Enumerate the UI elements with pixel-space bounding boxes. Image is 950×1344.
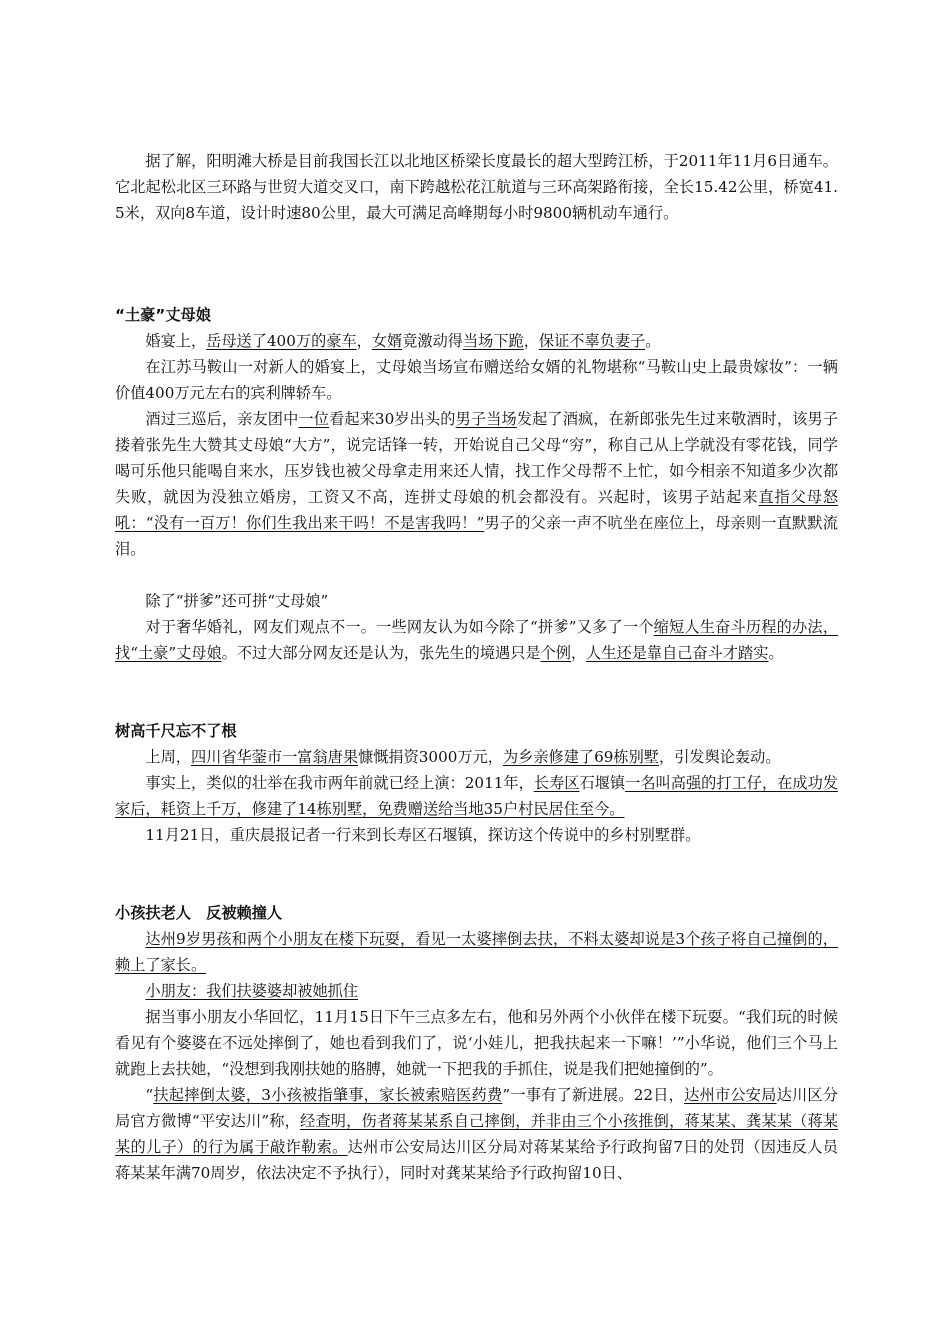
s1-lead: 婚宴上，岳母送了400万的豪车，女婿竟激动得当场下跪，保证不辜负妻子。 [145,332,661,350]
bridge-paragraph: 据了解，阳明滩大桥是目前我国长江以北地区桥梁长度最长的超大型跨江桥，于2011年11月6日通车。它北起松北区三环路与世贸大道交叉口，南下跨越松花江航道与三环高架路衔接，全长15.42公里，桥宽41.5米，双向8车道，设计时速80公里，最大可满足高峰期每小时9800辆机动车通行。 [115,152,838,222]
s2-paragraph-3: 11月21日，重庆晨报记者一行来到长寿区石堰镇，探访这个传说中的乡村别墅群。 [145,826,701,844]
s1-paragraph-5: 对于奢华婚礼，网友们观点不一。一些网友认为如今除了“拼爹”又多了一个缩短人生奋斗历程的办法，找“土豪”丈母娘。不过大部分网友还是认为，张先生的境遇只是个例，人生还是靠自己奋斗才踏实。 [115,618,839,662]
s3-subheading: 小朋友：我们扶婆婆却被她抓住 [145,982,359,1000]
s2-paragraph-1: 上周，四川省华蓥市一富翁唐果慷慨捐资3000万元，为乡亲修建了69栋别墅，引发舆论轰动。 [145,748,781,766]
section-title-child-helps-elder: 小孩扶老人 反被赖撞人 [115,904,283,922]
s1-subheading: 除了“拼爹”还可拼“丈母娘” [145,592,329,610]
s1-paragraph-2: 在江苏马鞍山一对新人的婚宴上，丈母娘当场宣布赠送给女婿的礼物堪称“马鞍山史上最贵嫁妆”：一辆价值400万元左右的宾利牌轿车。 [115,358,838,402]
s1-paragraph-3: 酒过三巡后，亲友团中一位看起来30岁出头的男子当场发起了酒疯，在新郎张先生过来敬酒时，该男子搂着张先生大赞其丈母娘“大方”，说完话锋一转，开始说自己父母“穷”，称自己从上学就没有零花钱，同学喝可乐他只能喝自来水，压岁钱也被父母拿走用来还人情，找工作父母帮不上忙，如今相亲不知道多少次都失败，就因为没独立婚房，工资又不高，连拼丈母娘的机会都没有。兴起时，该男子站起来直指父母怒吼：“没有一百万！你们生我出来干吗！不是害我吗！”男子的父亲一声不吭坐在座位上，母亲则一直默默流泪。 [115,410,839,558]
s3-lead: 达州9岁男孩和两个小朋友在楼下玩耍，看见一太婆摔倒去扶，不料太婆却说是3个孩子将自己撞倒的，赖上了家长。 [115,930,838,974]
s3-paragraph-3: 据当事小朋友小华回忆，11月15日下午三点多左右，他和另外两个小伙伴在楼下玩耍。“我们玩的时候看见有个婆婆在不远处摔倒了，她也看到我们了，说‘小娃儿，把我扶起来一下嘛！’”小华说，他们三个马上就跑上去扶她，“没想到我刚扶她的胳膊，她就一下把我的手抓住，说是我们把她撞倒的”。 [115,1008,838,1078]
section-title-tuhao: “土豪”丈母娘 [115,306,211,324]
s3-paragraph-4: “扶起摔倒太婆，3小孩被指肇事，家长被索赔医药费”一事有了新进展。22日，达州市公安局达川区分局官方微博“平安达川”称，经查明，伤者蒋某某系自己摔倒，并非由三个小孩推倒，蒋某某、龚某某（蒋某某的儿子）的行为属于敲诈勒索。达州市公安局达川区分局对蒋某某给予行政拘留7日的处罚（因违反人员蒋某某年满70周岁，依法决定不予执行），同时对龚某某给予行政拘留10日、 [115,1086,839,1182]
s2-paragraph-2: 事实上，类似的壮举在我市两年前就已经上演：2011年，长寿区石堰镇一名叫高强的打工仔，在成功发家后，耗资上千万，修建了14栋别墅，免费赠送给当地35户村民居住至今。 [115,774,839,818]
section-title-roots: 树高千尺忘不了根 [115,722,237,740]
document-page [115,148,838,1186]
